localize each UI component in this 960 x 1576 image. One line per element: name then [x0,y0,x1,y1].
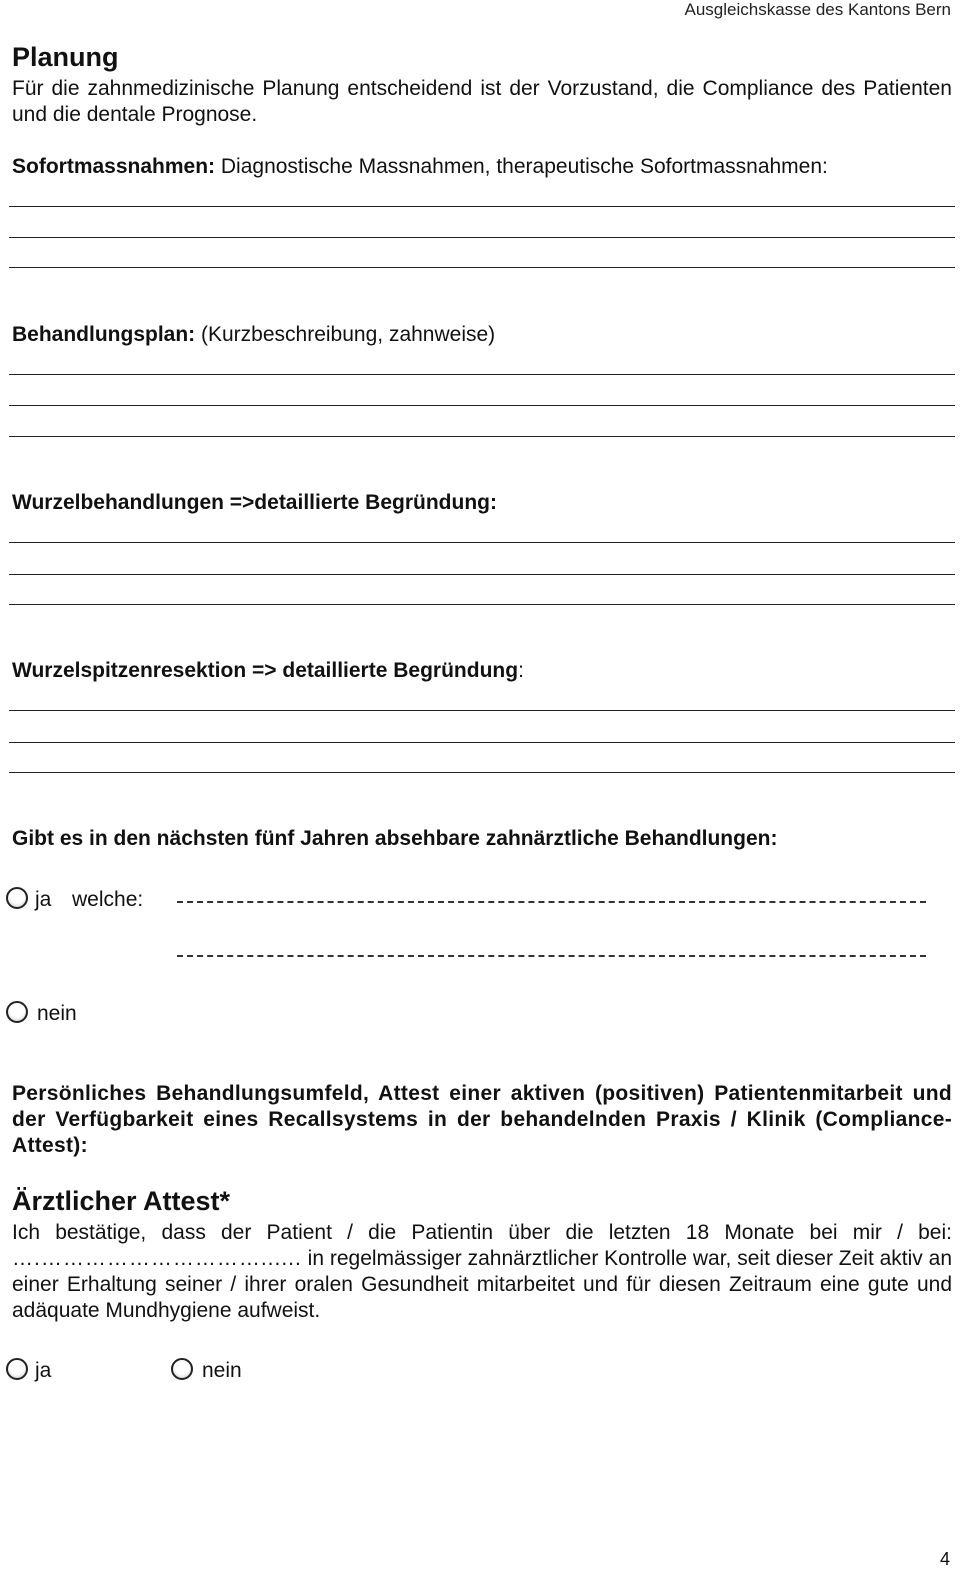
attest-fill-dots[interactable]: ….…………………………...... [12,1247,302,1270]
header-organization: Ausgleichskasse des Kantons Bern [684,0,951,19]
section-label: Wurzelbehandlungen =>detaillierte Begründung: [12,491,497,514]
future-treatment-no-label: nein [37,1002,77,1025]
section-label: Wurzelspitzenresektion => detaillierte Begründung [12,659,519,682]
section-detail: : [518,659,524,682]
section-title-planung: Planung [12,42,119,72]
attest-yes-label: ja [35,1359,52,1382]
section-label: Behandlungsplan: [12,323,196,346]
attest-no-radio[interactable] [171,1358,193,1380]
attest-no-label: nein [202,1359,242,1382]
input-line[interactable] [9,710,955,711]
sofortmassnahmen-heading [12,154,952,180]
attest-line1: Ich bestätige, dass der Patient / die Patientin über die letzten 18 Monate bei mir / bei: [12,1221,952,1244]
future-treatment-yes-label: ja [35,888,52,911]
future-treatment-question: Gibt es in den nächsten fünf Jahren absehbare zahnärztliche Behandlungen: [12,827,778,850]
input-line[interactable] [9,742,955,743]
wurzelspitzenresektion-heading [12,658,952,684]
behandlungsplan-heading [12,322,952,348]
input-line[interactable] [9,436,955,437]
input-line[interactable] [9,604,955,605]
compliance-attest-heading: Persönliches Behandlungsumfeld, Attest einer aktiven (positiven) Patientenmitarbeit und der Verfügbarkeit eines Recallsystems in der behandelnden Praxis / Klinik (Compliance-Attest): [12,1082,952,1157]
planung-intro: Für die zahnmedizinische Planung entscheidend ist der Vorzustand, die Compliance des Patienten und die dentale Prognose. [12,77,952,126]
future-treatment-yes-radio[interactable] [6,887,28,909]
future-treatment-which-label: welche: [72,888,144,911]
future-treatment-no-radio[interactable] [6,1001,28,1023]
attest-title: Ärztlicher Attest* [12,1186,231,1216]
input-line[interactable] [9,206,955,207]
which-input-line[interactable] [177,901,926,903]
input-line[interactable] [9,542,955,543]
which-input-line[interactable] [177,955,926,957]
page-number: 4 [939,1549,950,1569]
wurzelbehandlungen-heading [12,490,952,516]
input-line[interactable] [9,574,955,575]
section-label: Sofortmassnahmen: [12,155,216,178]
section-detail: Diagnostische Massnahmen, therapeutische Sofortmassnahmen: [215,155,828,178]
section-detail: (Kurzbeschreibung, zahnweise) [195,323,496,346]
attest-text [12,1220,952,1324]
attest-yes-radio[interactable] [6,1358,28,1380]
input-line[interactable] [9,772,955,773]
input-line[interactable] [9,237,955,238]
attest-line2: in regelmässiger zahnärztlicher Kontrolle war, seit dieser Zeit aktiv an einer Erhaltung seiner / ihrer oralen Gesundheit mitarbeitet und für diesen Zeitraum eine gute und adäquate Mundhygiene aufweist. [12,1247,952,1322]
input-line[interactable] [9,267,955,268]
input-line[interactable] [9,374,955,375]
input-line[interactable] [9,405,955,406]
